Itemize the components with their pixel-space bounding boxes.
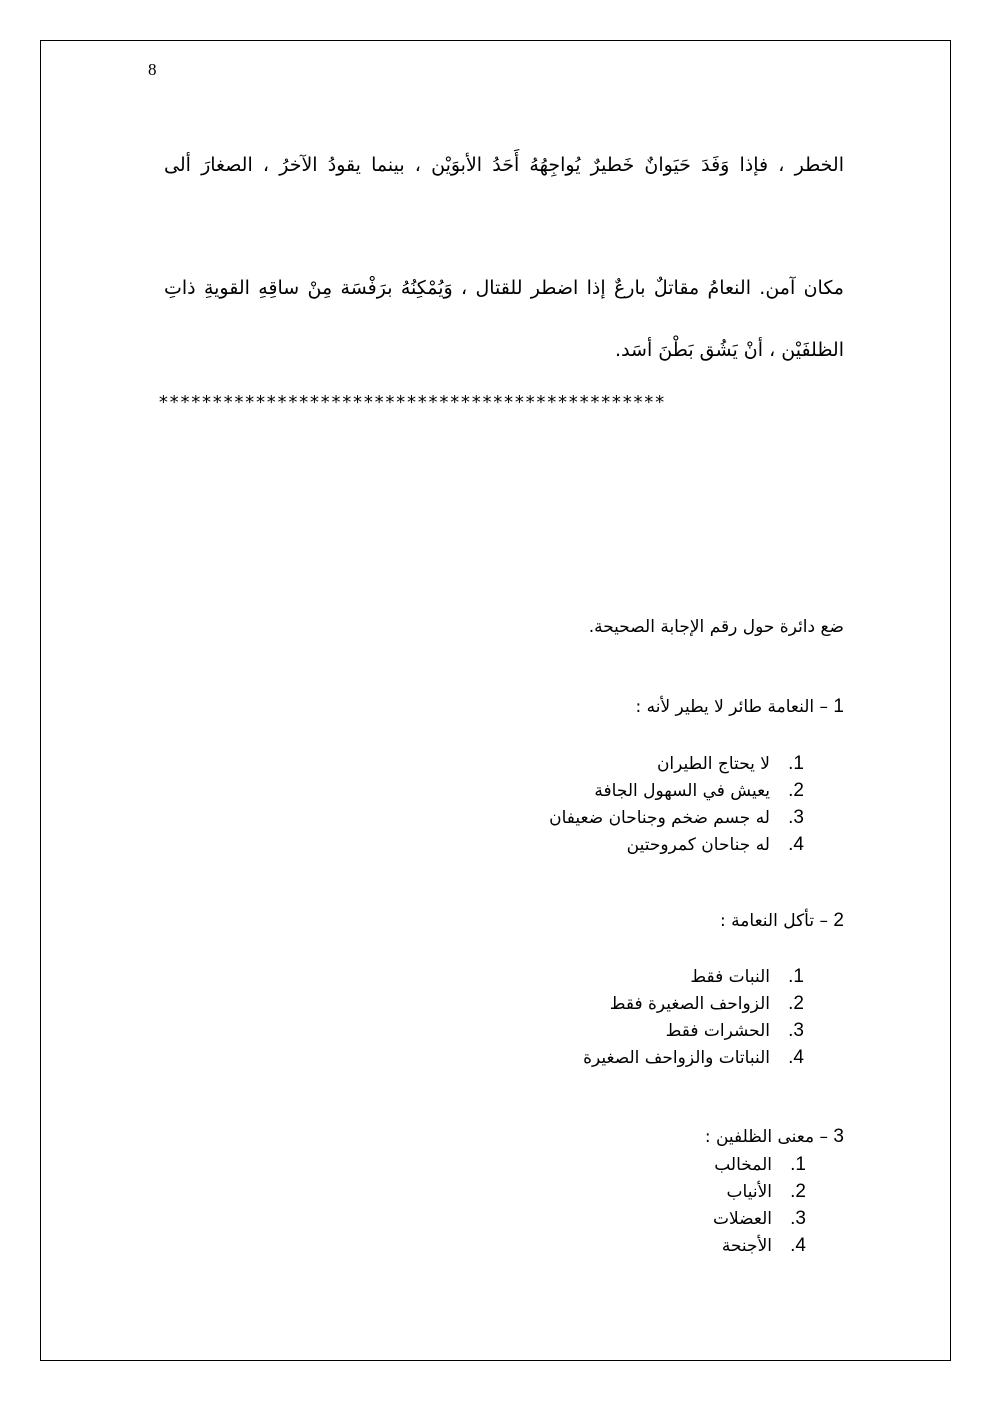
page-number: 8 xyxy=(148,60,157,79)
passage-line-1: الخطر ، فإذا وَفَدَ حَيَوانٌ خَطيرٌ يُواجِهُهُ أَحَدُ الأبوَيْن ، بينما يقودُ الآخرُ ، الصغارَ ألى xyxy=(164,154,844,176)
option-number: 1. xyxy=(788,966,804,987)
option-text: العضلات xyxy=(713,1209,772,1229)
option-number: 3. xyxy=(788,1020,804,1041)
option-text: لا يحتاج الطيران xyxy=(656,754,770,774)
option-number: 4. xyxy=(788,1047,804,1068)
option-item[interactable] xyxy=(713,1151,806,1178)
option-number: 4. xyxy=(788,834,804,855)
question-text: النعامة طائر لا يطير لأنه : xyxy=(635,697,815,717)
option-item[interactable] xyxy=(549,777,804,804)
option-text: النبات فقط xyxy=(690,967,770,987)
question-2-options xyxy=(583,963,804,1071)
option-text: الحشرات فقط xyxy=(665,1021,770,1041)
option-item[interactable] xyxy=(713,1232,806,1259)
option-number: 4. xyxy=(790,1235,806,1256)
question-3-options xyxy=(713,1151,806,1259)
question-3 xyxy=(705,1126,844,1148)
option-item[interactable] xyxy=(549,750,804,777)
option-item[interactable] xyxy=(549,804,804,831)
option-item[interactable] xyxy=(583,1017,804,1044)
option-item[interactable] xyxy=(713,1178,806,1205)
section-divider: *********************************************** xyxy=(158,392,665,413)
option-text: المخالب xyxy=(714,1155,772,1175)
question-number: 3 xyxy=(833,1126,844,1147)
question-2 xyxy=(720,910,844,932)
question-dash: – xyxy=(819,1127,829,1147)
option-text: الأجنحة xyxy=(721,1236,772,1256)
passage-line-2: مكان آمن. النعامُ مقاتلٌ بارعٌ إذا اضطر للقتال ، وَيُمْكِنُهُ برَفْسَة مِنْ ساقِهِ القويةِ ذاتِ xyxy=(164,277,844,299)
question-text: معنى الظلفين : xyxy=(704,1127,815,1147)
question-number: 1 xyxy=(833,696,844,717)
option-text: يعيش في السهول الجافة xyxy=(594,781,770,801)
question-dash: – xyxy=(819,911,829,931)
option-text: الزواحف الصغيرة فقط xyxy=(609,994,770,1014)
question-1-options xyxy=(549,750,804,858)
option-number: 2. xyxy=(788,780,804,801)
option-number: 1. xyxy=(790,1154,806,1175)
option-item[interactable] xyxy=(583,963,804,990)
option-number: 3. xyxy=(788,807,804,828)
option-text: النباتات والزواحف الصغيرة xyxy=(583,1048,770,1068)
option-item[interactable] xyxy=(549,831,804,858)
option-text: الأنياب xyxy=(726,1182,772,1202)
option-number: 2. xyxy=(790,1181,806,1202)
option-text: له جناحان كمروحتين xyxy=(626,835,770,855)
option-item[interactable] xyxy=(583,990,804,1017)
option-text: له جسم ضخم وجناحان ضعيفان xyxy=(549,808,770,828)
option-item[interactable] xyxy=(713,1205,806,1232)
question-1 xyxy=(635,696,844,718)
question-text: تأكل النعامة : xyxy=(720,911,815,931)
option-number: 2. xyxy=(788,993,804,1014)
option-item[interactable] xyxy=(583,1044,804,1071)
question-number: 2 xyxy=(833,910,844,931)
option-number: 3. xyxy=(790,1208,806,1229)
passage-line-3: الظلفَيْن ، أنْ يَشُق بَطْنَ أسَد. xyxy=(615,339,844,361)
option-number: 1. xyxy=(788,753,804,774)
exercise-instruction: ضع دائرة حول رقم الإجابة الصحيحة. xyxy=(588,617,844,637)
question-dash: – xyxy=(819,697,829,717)
